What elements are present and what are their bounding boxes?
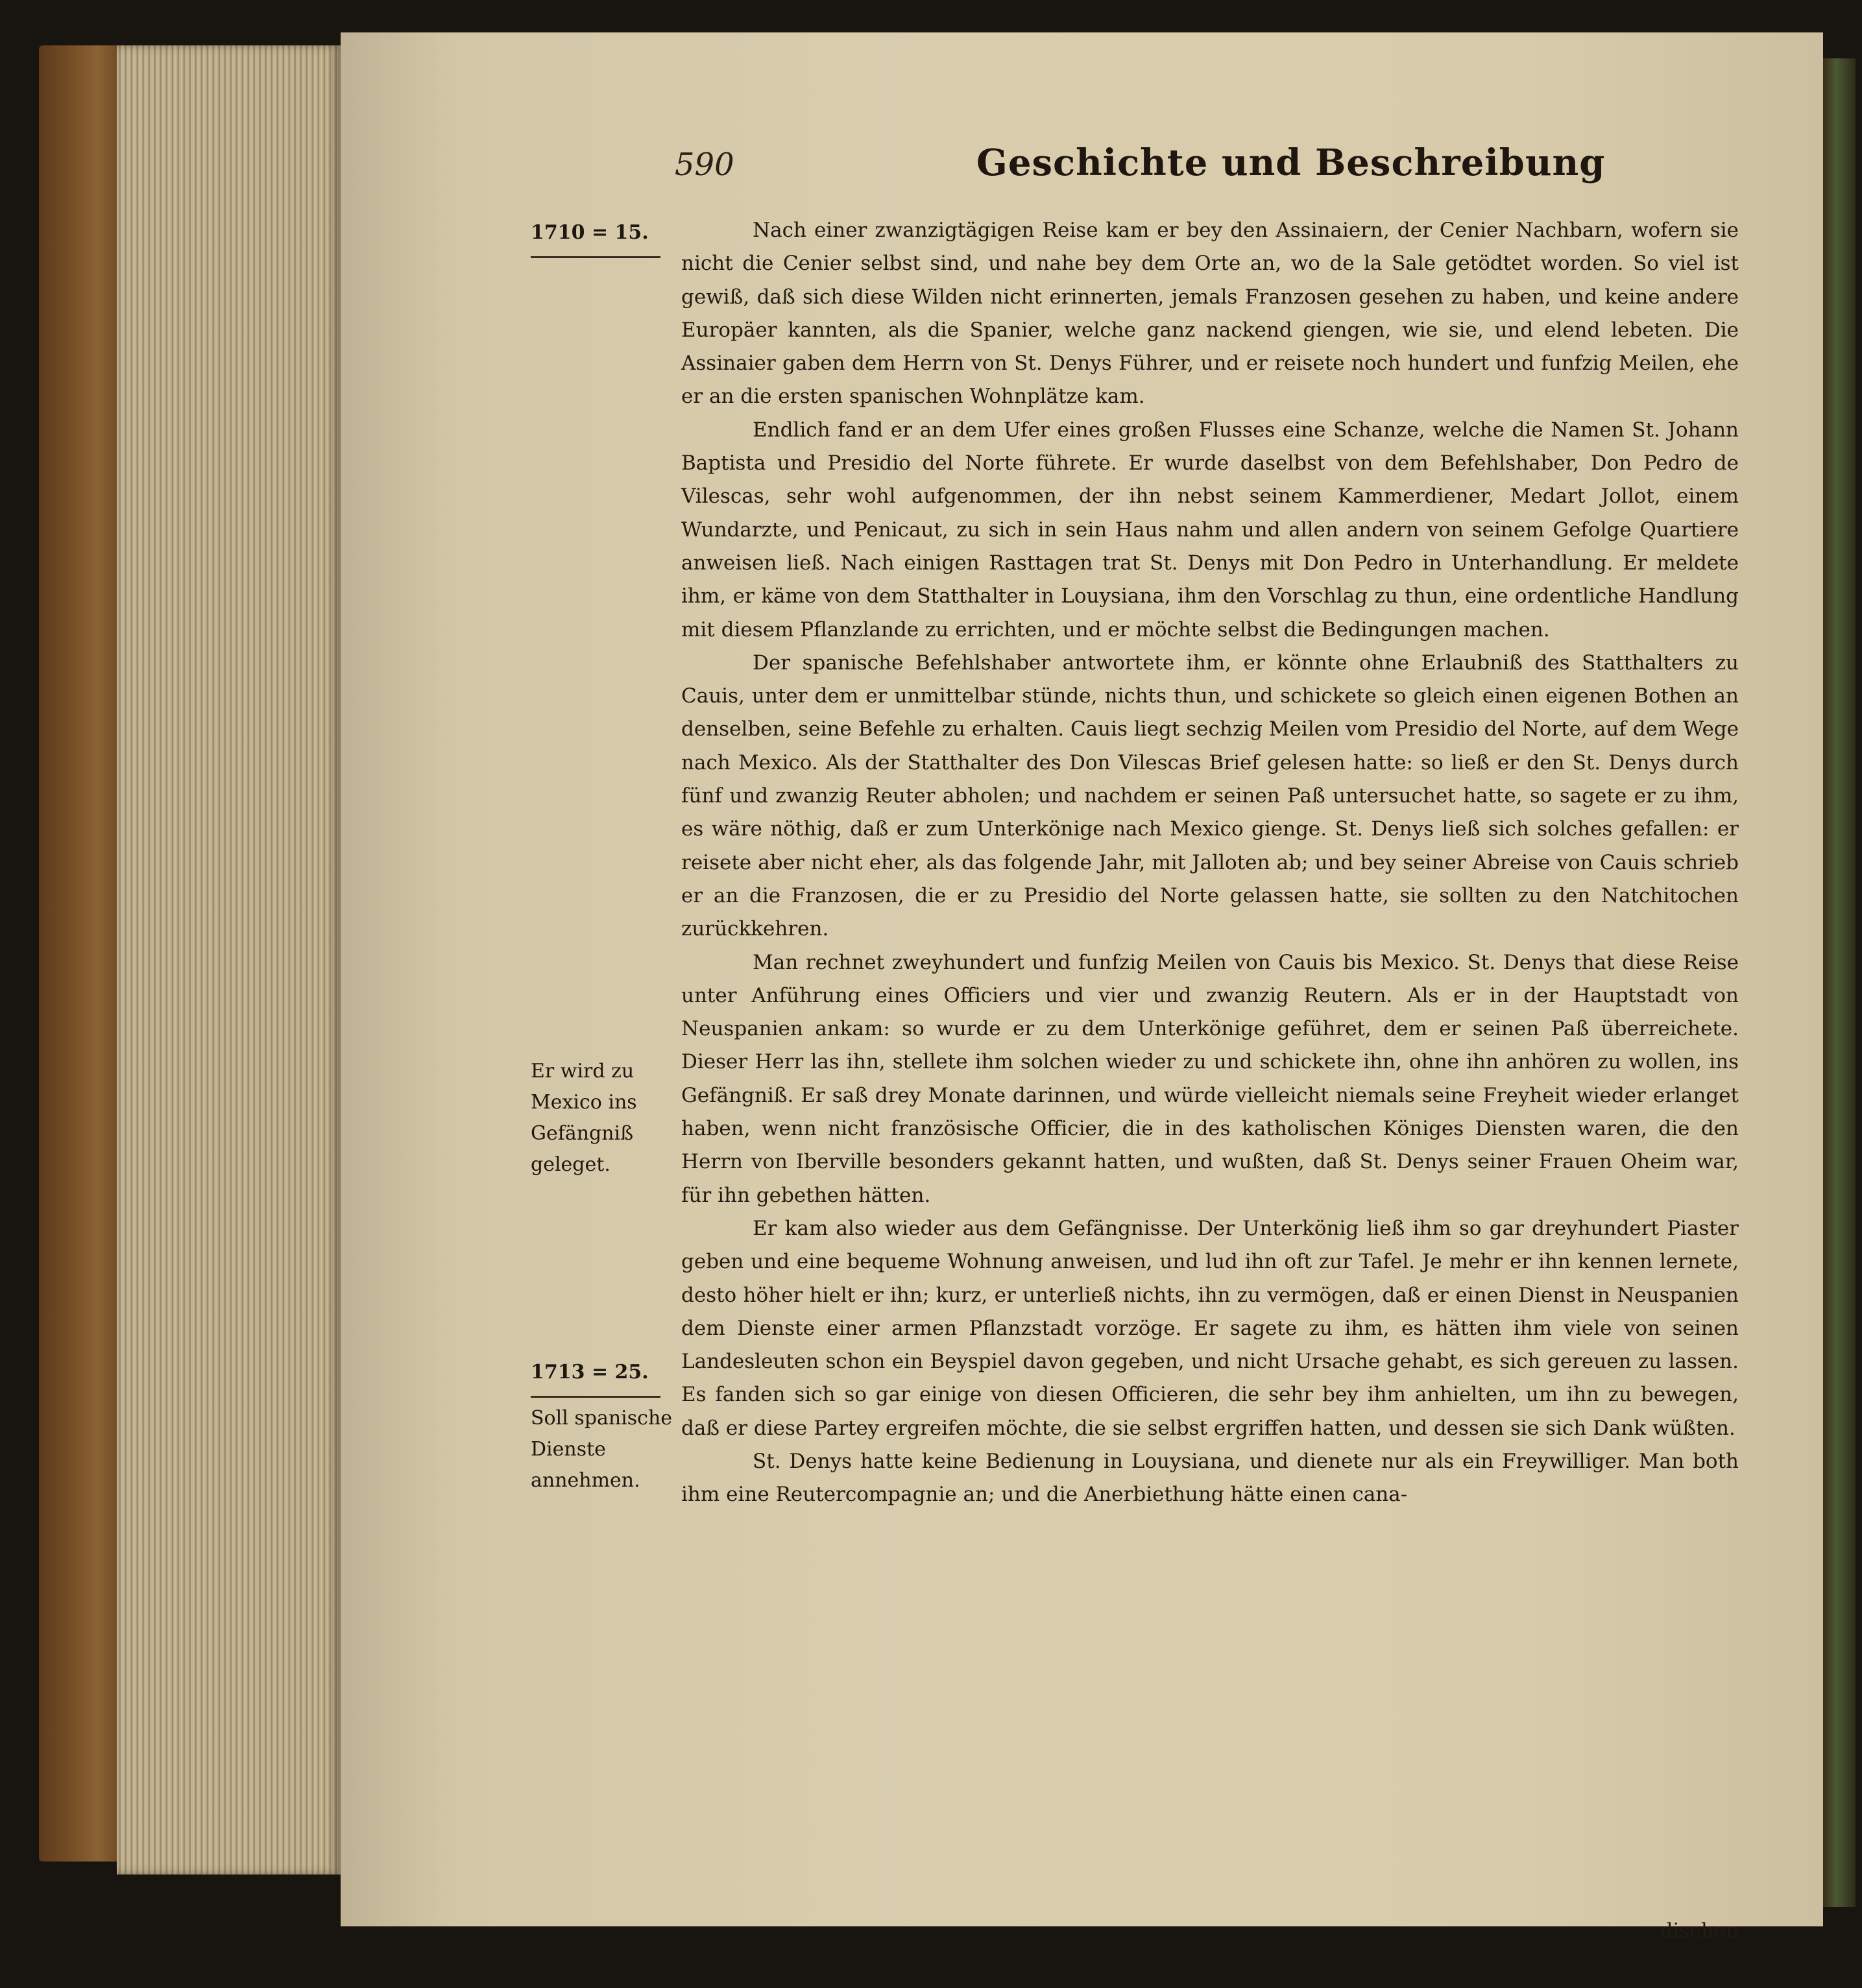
margin-text: Soll spanische Dienste annehmen.	[531, 1407, 673, 1492]
paragraph: Er kam also wieder aus dem Gefängnisse. Der Unterkönig ließ ihm so gar dreyhundert Piaster geben und eine bequeme Wohnung anweisen, und lud ihn oft zur Tafel. Je mehr er ihn kennen lernete, desto höher hielt er ihn; kurz, er unterließ nichts, ihn zu vermögen, daß er einen Dienst in Neuspanien dem Dienste einer armen Pflanzstadt vorzöge. Er sagete zu ihm, es hätten ihm viele von seinen Landesleuten schon ein Beyspiel davon gegeben, und nicht Ursache gehabt, es sich gereuen zu lassen. Es fanden sich so gar einige von diesen Officieren, die sehr bey ihm anhielten, um ihn zu bewegen, daß er diese Partey ergreifen möchte, die sie selbst ergriffen hatten, und dessen sie sich Dank wüßten.	[681, 1216, 1739, 1440]
page-stack-edge	[117, 45, 341, 1874]
margin-note-3	[531, 1357, 680, 1496]
paragraph: St. Denys hatte keine Bedienung in Louysiana, und dienete nur als ein Freywilliger. Man both ihm eine Reutercompagnie an; und die Anerbiethung hätte einen cana-	[681, 1449, 1739, 1507]
margin-text: Er wird zu Mexico ins Gefängniß geleget.	[531, 1060, 637, 1176]
page-number: 590	[675, 147, 734, 183]
catchword: dischen	[1660, 1919, 1739, 1943]
margin-brace	[531, 1389, 660, 1398]
margin-note-1	[531, 217, 680, 263]
paragraph: Nach einer zwanzigtägigen Reise kam er bey den Assinaiern, der Cenier Nachbarn, wofern sie nicht die Cenier selbst sind, und nahe bey dem Orte an, wo de la Sale getödtet worden. So viel ist gewiß, daß sich diese Wilden nicht erinnerten, jemals Franzosen gesehen zu haben, und keine andere Europäer kannten, als die Spanier, welche ganz nackend giengen, wie sie, und elend lebeten. Die Assinaier gaben dem Herrn von St. Denys Führer, und er reisete noch hundert und funfzig Meilen, ehe er an die ersten spanischen Wohnplätze kam.	[681, 219, 1739, 409]
margin-date: 1710 = 15.	[531, 221, 649, 244]
margin-date: 1713 = 25.	[531, 1361, 649, 1383]
page-header	[675, 141, 1804, 193]
running-title: Geschichte und Beschreibung	[976, 141, 1606, 184]
paragraph: Der spanische Befehlshaber antwortete ihm, er könnte ohne Erlaubniß des Statthalters zu Cauis, unter dem er unmittelbar stünde, nichts thun, und schickete so gleich einen eigenen Bothen an denselben, seine Befehle zu erhalten. Cauis liegt sechzig Meilen vom Presidio del Norte, auf dem Wege nach Mexico. Als der Statthalter des Don Vilescas Brief gelesen hatte: so ließ er den St. Denys durch fünf und zwanzig Reuter abholen; und nachdem er seinen Paß untersuchet hatte, so sagete er zu ihm, es wäre nöthig, daß er zum Unterkönige nach Mexico gienge. St. Denys ließ sich solches gefallen: er reisete aber nicht eher, als das folgende Jahr, mit Jalloten ab; und bey seiner Abreise von Cauis schrieb er an die Franzosen, die er zu Presidio del Norte gelassen hatte, sie sollten zu den Natchitochen zurückkehren.	[681, 651, 1739, 941]
facing-page-edge	[1823, 58, 1856, 1907]
paragraph: Endlich fand er an dem Ufer eines großen Flusses eine Schanze, welche die Namen St. Johann Baptista und Presidio del Norte führete. Er wurde daselbst von dem Befehlshaber, Don Pedro de Vilescas, sehr wohl aufgenommen, der ihn nebst seinem Kammerdiener, Medart Jollot, einem Wundarzte, und Penicaut, zu sich in sein Haus nahm und allen andern von seinem Gefolge Quartiere anweisen ließ. Nach einigen Rasttagen trat St. Denys mit Don Pedro in Unterhandlung. Er meldete ihm, er käme von dem Statthalter in Louysiana, ihm den Vorschlag zu thun, eine ordentliche Handlung mit diesem Pflanzlande zu errichten, und er möchte selbst die Bedingungen machen.	[681, 418, 1739, 641]
body-text	[681, 214, 1739, 1943]
book-cover-edge	[39, 45, 123, 1862]
margin-brace	[531, 250, 660, 258]
paragraph: Man rechnet zweyhundert und funfzig Meilen von Cauis bis Mexico. St. Denys that diese Reise unter Anführung eines Officiers und vier und zwanzig Reutern. Als er in der Hauptstadt von Neuspanien ankam: so wurde er zu dem Unterkönige geführet, dem er seinen Paß überreichete. Dieser Herr las ihn, stellete ihm solchen wieder zu und schickete ihn, ohne ihn anhören zu wollen, ins Gefängniß. Er saß drey Monate darinnen, und würde vielleicht niemals seine Freyheit wieder erlanget haben, wenn nicht französische Officier, die in des katholischen Königes Diensten waren, die den Herrn von Iberville besonders gekannt hatten, und wußten, daß St. Denys seiner Frauen Oheim war, für ihn gebethen hätten.	[681, 950, 1739, 1207]
margin-note-2	[531, 1056, 680, 1180]
